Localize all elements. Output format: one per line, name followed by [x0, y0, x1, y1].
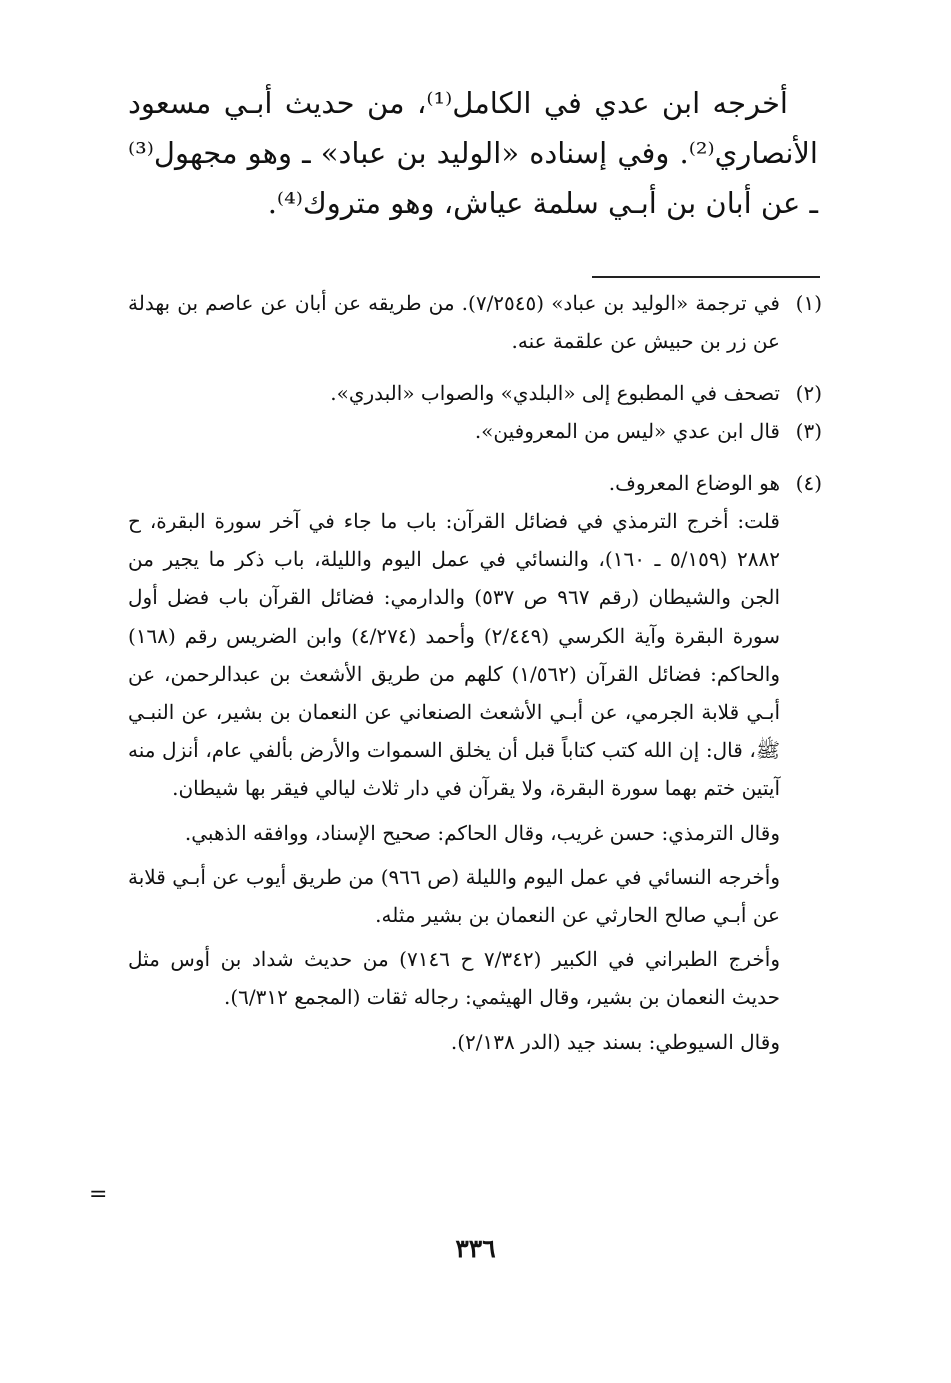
main-paragraph: أخرجه ابن عدي في الكامل⁽¹⁾، من حديث أبـي مسعود الأنصاري⁽²⁾. وفي إسناده «الوليد بن عباد» ـ وهو مجهول⁽³⁾ ـ عن أبان بن أبـي سلمة عياش، وهو متروك⁽⁴⁾. — [128, 86, 818, 220]
footnote-4-paragraph: قلت: أخرج الترمذي في فضائل القرآن: باب ما جاء في آخر سورة البقرة، ح ٢٨٨٢ (٥/١٥٩ ـ ١٦٠)، والنسائي في عمل اليوم والليلة، باب ذكر ما يجير من الجن والشيطان (رقم ٩٦٧ ص ٥٣٧) والدارمي: فضائل القرآن باب فضل أول سورة البقرة وآية الكرسي (٢/٤٤٩) وأحمد (٤/٢٧٤) وابن الضريس رقم (١٦٨) والحاكم: فضائل القرآن (١/٥٦٢) كلهم من طريق الأشعث بن عبدالرحمن، عن أبـي قلابة الجرمي، عن أبـي الأشعث الصنعاني عن النعمان بن بشير، عن النبـي ﷺ، قال: إن الله كتب كتاباً قبل أن يخلق السموات والأرض بألفي عام، أنزل منه آيتين ختم بهما سورة البقرة، ولا يقرآن في دار ثلاث ليالي فيقر بها شيطان. — [128, 509, 781, 801]
footnote-4 — [128, 464, 822, 1061]
footnote-text: قال ابن عدي «ليس من المعروفين». — [474, 419, 780, 443]
footnote-3 — [128, 412, 822, 450]
footnote-4-paragraph: وقال الترمذي: حسن غريب، وقال الحاكم: صحيح الإسناد، ووافقه الذهبي. — [184, 820, 780, 845]
footnote-number: (١) — [795, 291, 822, 315]
footnotes-block — [128, 284, 822, 1061]
footnote-text: تصحف في المطبوع إلى «البلدي» والصواب «البدري». — [330, 381, 780, 405]
footnote-4-paragraph: وأخرج الطبراني في الكبير (٧/٣٤٢ ح ٧١٤٦) من حديث شداد بن أوس مثل حديث النعمان بن بشير، وقال الهيثمي: رجاله ثقات (المجمع ٦/٣١٢). — [128, 947, 781, 1010]
footnote-text: هو الوضاع المعروف. — [608, 471, 780, 495]
main-text-block — [128, 78, 818, 228]
continuation-mark: = — [89, 1182, 108, 1207]
footnote-2 — [128, 374, 822, 412]
footnote-4-paragraph: وأخرجه النسائي في عمل اليوم والليلة (ص ٩٦٦) من طريق أيوب عن أبـي قلابة عن أبـي صالح الحارثي عن النعمان بن بشير مثله. — [128, 864, 781, 928]
footnote-4-paragraph: وقال السيوطي: بسند جيد (الدر ٢/١٣٨). — [450, 1029, 780, 1054]
footnote-separator — [592, 276, 820, 278]
footnote-number: (٤) — [795, 471, 822, 495]
footnote-number: (٣) — [795, 419, 822, 443]
footnote-number: (٢) — [795, 381, 822, 405]
footnote-text: في ترجمة «الوليد بن عباد» (٧/٢٥٤٥). من طريقه عن أبان عن عاصم بن بهدلة عن زر بن حبيش عن علقمة عنه. — [128, 291, 780, 353]
footnote-1 — [128, 284, 822, 360]
page-number: ٣٣٦ — [455, 1234, 496, 1263]
